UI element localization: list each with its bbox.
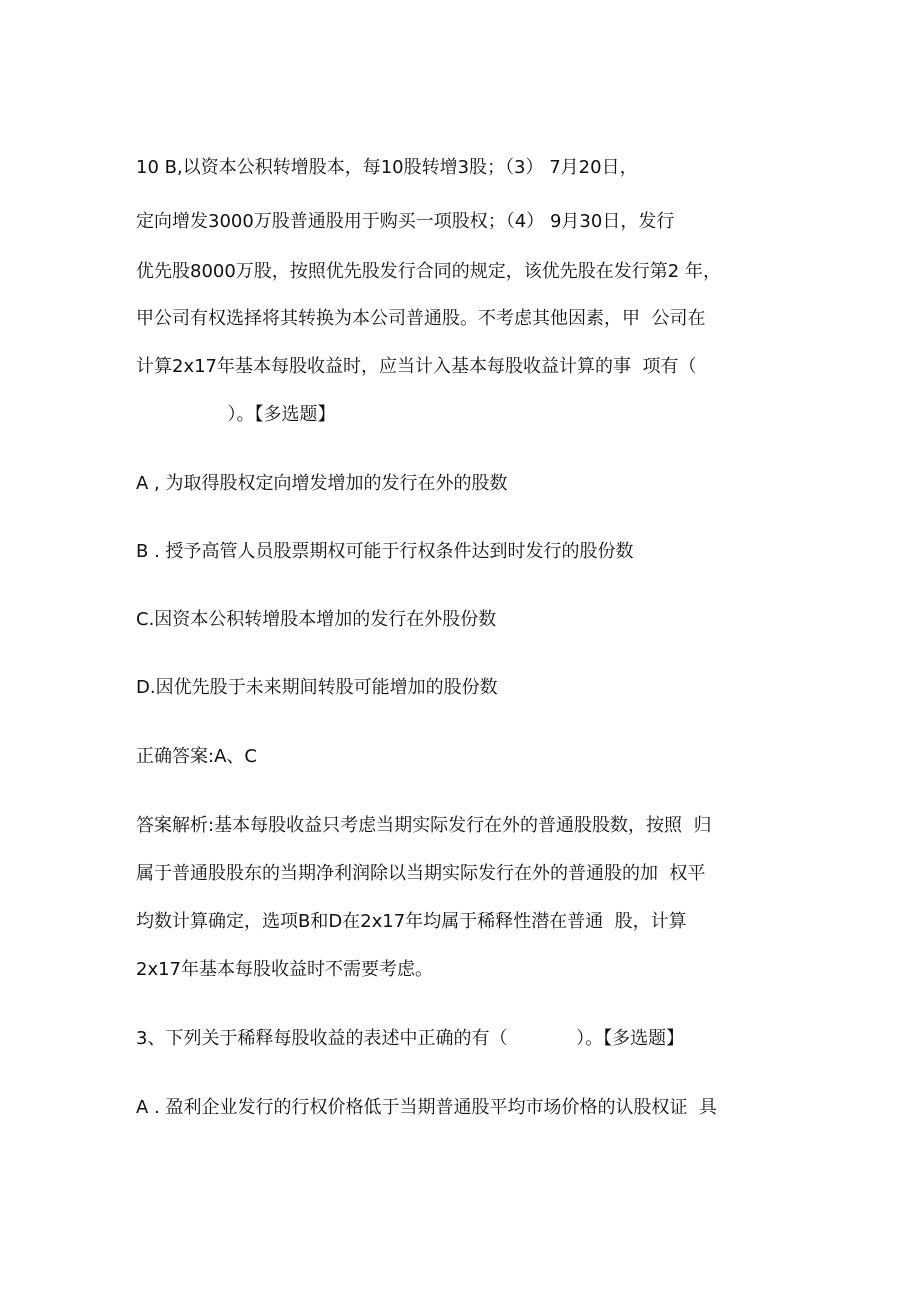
q2-answer: 正确答案:A、C [136, 746, 257, 767]
q2-option-b: B . 授予高管人员股票期权可能于行权条件达到时发行的股份数 [136, 541, 634, 562]
q2-analysis-line-1: 答案解析:基本每股收益只考虑当期实际发行在外的普通股股数，按照 归 [136, 815, 712, 836]
q2-option-c: C.因资本公积转增股本增加的发行在外股份数 [136, 609, 497, 630]
q3-option-a: A . 盈利企业发行的行权价格低于当期普通股平均市场价格的认股权证 具 [136, 1097, 717, 1118]
q2-stem-line-3: 优先股8000万股，按照优先股发行合同的规定，该优先股在发行第2 年， [136, 261, 721, 282]
q2-analysis-line-4: 2x17年基本每股收益时不需要考虑。 [136, 959, 434, 980]
q2-analysis-line-2: 属于普通股股东的当期净利润除以当期实际发行在外的普通股的加 权平 [136, 863, 706, 884]
q2-stem-line-5: 计算2x17年基本每股收益时，应当计入基本每股收益计算的事 项有（ [136, 356, 697, 377]
q2-stem-line-1: 10 B,以资本公积转增股本，每10股转增3股；（3） 7月20日， [136, 157, 638, 178]
q2-stem-line-4: 甲公司有权选择将其转换为本公司普通股。不考虑其他因素，甲 公司在 [136, 308, 706, 329]
q3-stem: 3、下列关于稀释每股收益的表述中正确的有（ ）。【多选题】 [136, 1028, 685, 1049]
q2-stem-line-6: ）。【多选题】 [136, 404, 336, 425]
q2-stem-line-2: 定向增发3000万股普通股用于购买一项股权；（4） 9月30日，发行 [136, 211, 675, 232]
q2-analysis-line-3: 均数计算确定，选项B和D在2x17年均属于稀释性潜在普通 股，计算 [136, 911, 687, 932]
q2-option-d: D.因优先股于未来期间转股可能增加的股份数 [136, 677, 498, 698]
q2-option-a: A , 为取得股权定向增发增加的发行在外的股数 [136, 473, 508, 494]
